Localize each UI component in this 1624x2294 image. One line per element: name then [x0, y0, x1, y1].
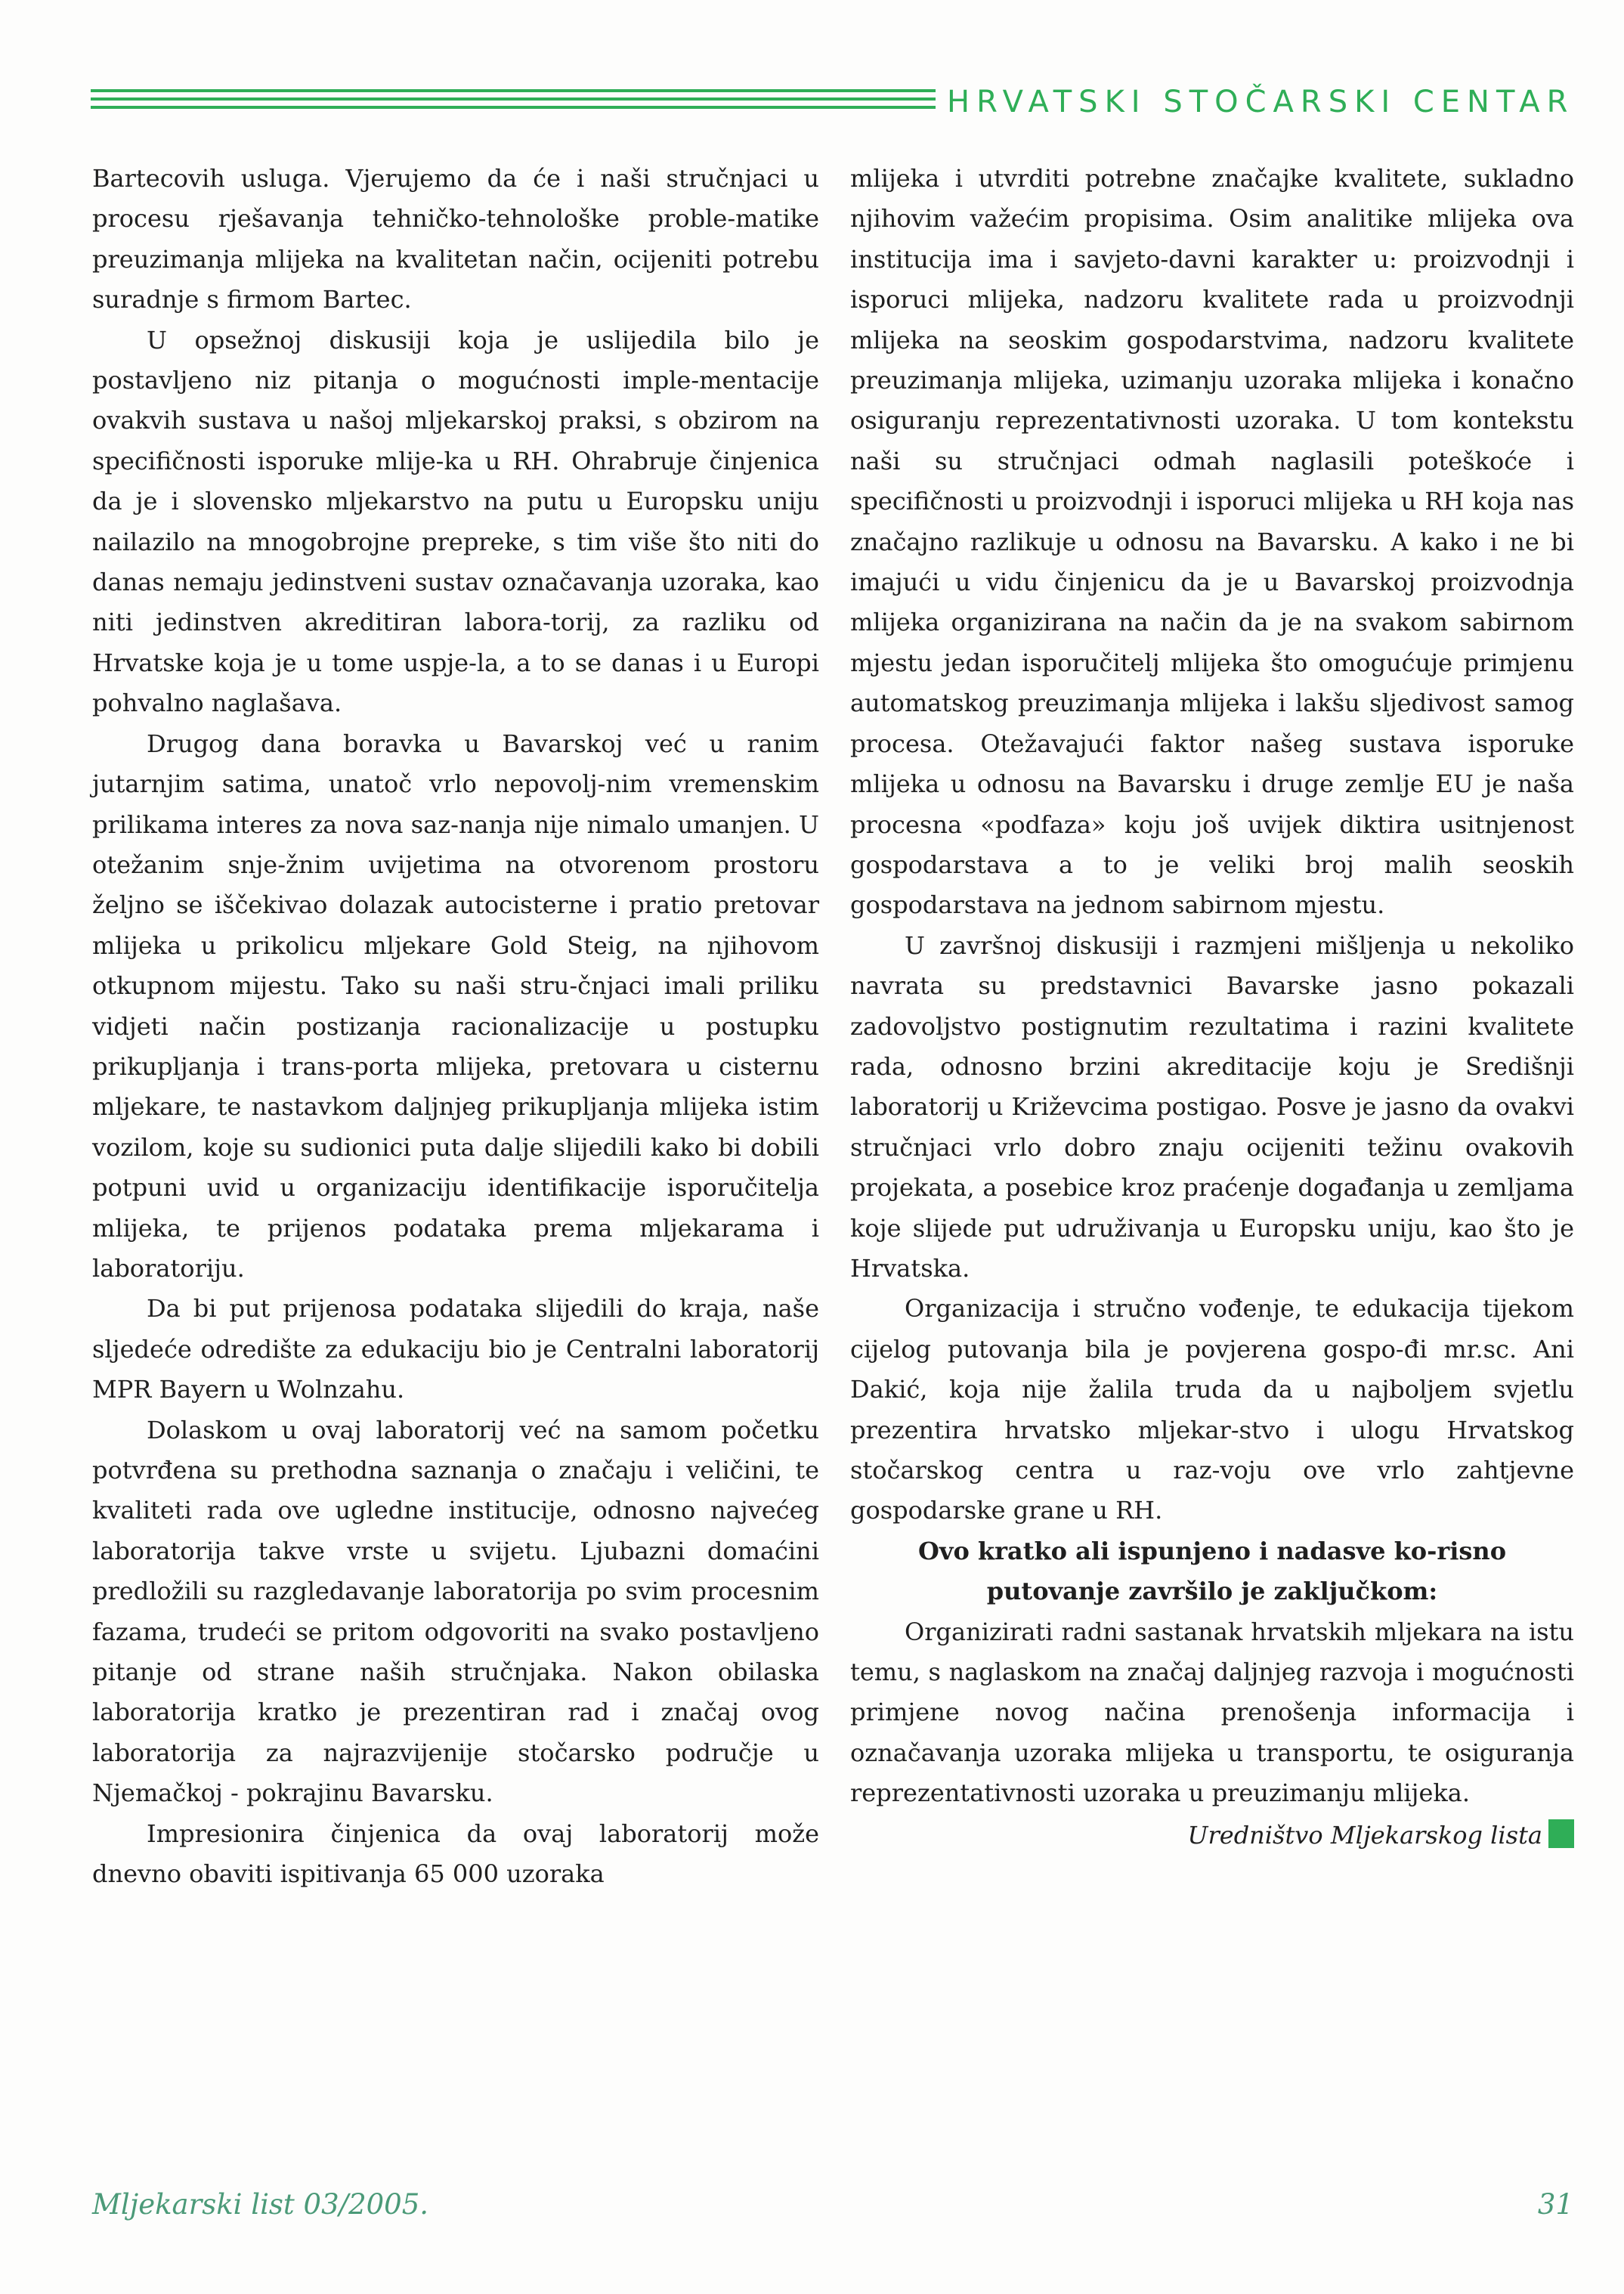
- paragraph: U završnoj diskusiji i razmjeni mišljenja u nekoliko navrata su predstavnici Bavarske jasno pokazali zadovoljstvo postignutim rezultatima i razini kvalitete rada, odnosno brzini akreditacije koju je Središnji laboratorij u Križevcima postigao. Posve je jasno da ovakvi stručnjaci vrlo dobro znaju ocijeniti težinu ovakovih projekata, a posebice kroz praćenje događanja u zemljama koje slijede put udruživanja u Europsku uniju, kao što je Hrvatska.: [850, 930, 1574, 1283]
- paragraph: Impresionira činjenica da ovaj laboratorij može dnevno obaviti ispitivanja 65 000 uzoraka: [92, 1819, 819, 1889]
- paragraph: mlijeka i utvrditi potrebne značajke kvalitete, sukladno njihovim važećim propisima. Osim analitike mlijeka ova institucija ima i savjeto-davni karakter u: proizvodnji i isporuci mlijeka, nadzoru kvalitete rada u proizvodnji mlijeka na seoskim gospodarstvima, nadzoru kvalitete preuzimanja mlijeka, uzimanju uzoraka mlijeka i konačno osiguranju reprezentativnosti uzoraka. U tom kontekstu naši su stručnjaci odmah naglasili poteškoće i specifičnosti u proizvodnji i isporuci mlijeka u RH koja nas značajno razlikuje u odnosu na Bavarsku. A kako i ne bi imajući u vidu činjenicu da je u Bavarskoj proizvodnja mlijeka organizirana na način da je na svakom sabirnom mjestu jedan isporučitelj mlijeka što omogućuje primjenu automatskog preuzimanja mlijeka i lakšu sljedivost samog procesa. Otežavajući faktor našeg sustava isporuke mlijeka u odnosu na Bavarsku i druge zemlje EU je naša procesna «podfaza» koju još uvijek diktira usitnjenost gospodarstava a to je veliki broj malih seoskih gospodarstava na jednom sabirnom mjestu.: [850, 164, 1574, 920]
- paragraph: Drugog dana boravka u Bavarskoj već u ranim jutarnjim satima, unatoč vrlo nepovolj-nim vremenskim prilikama interes za nova saz-nanja nije nimalo umanjen. U otežanim snje-žnim uvijetima na otvorenom prostoru željno se iščekivao dolazak autocisterne i pratio pretovar mlijeka u prikolicu mljekare Gold Steig, na njihovom otkupnom mijestu. Tako su naši stru-čnjaci imali priliku vidjeti način postizanja racionalizacije u postupku prikupljanja i trans-porta mlijeka, pretovara u cisternu mljekare, te nastavkom daljnjeg prikupljanja mlijeka istim vozilom, koje su sudionici puta dalje slijedili kako bi dobili potpuni uvid u organizaciju identifikacije isporučitelja mlijeka, te prijenos podataka prema mljekarama i laboratoriju.: [92, 729, 819, 1283]
- publication-info: Mljekarski list 03/2005.: [92, 2188, 429, 2221]
- paragraph: Organizacija i stručno vođenje, te edukacija tijekom cijelog putovanja bila je povjerena gospo-đi mr.sc. Ani Dakić, koja nije žalila truda da u najboljem svjetlu prezentira hrvatsko mljekar-stvo i ulogu Hrvatskog stočarskog centra u raz-voju ove vrlo zahtjevne gospodarske grane u RH.: [850, 1294, 1574, 1525]
- page-number: 31: [1537, 2188, 1573, 2221]
- end-mark-icon: [1548, 1819, 1574, 1848]
- left-column: [92, 159, 819, 1894]
- signature-text: Uredništvo Mljekarskog lista: [1187, 1820, 1542, 1850]
- header-rule: [91, 89, 936, 112]
- paragraph: U opsežnoj diskusiji koja je uslijedila bilo je postavljeno niz pitanja o mogućnosti imple-mentacije ovakvih sustava u našoj mljekarskoj praksi, s obzirom na specifičnosti isporuke mlije-ka u RH. Ohrabruje činjenica da je i slovensko mljekarstvo na putu u Europsku uniju nailazilo na mnogobrojne prepreke, s tim više što niti do danas nemaju jedinstveni sustav označavanja uzoraka, kao niti jedinstven akreditiran labora-torij, za razliku od Hrvatske koja je u tome uspje-la, a to se danas i u Europi pohvalno naglašava.: [92, 325, 819, 718]
- section-title: HRVATSKI STOČARSKI CENTAR: [947, 85, 1575, 119]
- conclusion-heading: Ovo kratko ali ispunjeno i nadasve ko-risno putovanje završilo je zaključkom:: [917, 1536, 1507, 1606]
- signature: [850, 1816, 1574, 1856]
- paragraph: Bartecovih usluga. Vjerujemo da će i naši stručnjaci u procesu rješavanja tehničko-tehnološke proble-matike preuzimanja mlijeka na kvalitetan način, ocijeniti potrebu suradnje s firmom Bartec.: [92, 164, 819, 314]
- paragraph: Da bi put prijenosa podataka slijedili do kraja, naše sljedeće odredište za edukaciju bio je Centralni laboratorij MPR Bayern u Wolnzahu.: [92, 1294, 819, 1404]
- conclusion-text: Organizirati radni sastanak hrvatskih mljekara na istu temu, s naglaskom na značaj daljnjeg razvoja i mogućnosti primjene novog načina prenošenja informacija i označavanja uzoraka mlijeka u transportu, te osiguranja reprezentativnosti uzoraka u preuzimanju mlijeka.: [850, 1617, 1574, 1808]
- paragraph: Dolaskom u ovaj laboratorij već na samom početku potvrđena su prethodna saznanja o značaju i veličini, te kvaliteti rada ove ugledne institucije, odnosno najvećeg laboratorija takve vrste u svijetu. Ljubazni domaćini predložili su razgledavanje laboratorija po svim procesnim fazama, trudeći se pritom odgovoriti na svako postavljeno pitanje od strane naših stručnjaka. Nakon obilaska laboratorija kratko je prezentiran rad i značaj ovog laboratorija za najrazvijenije stočarsko područje u Njemačkoj - pokrajinu Bavarsku.: [92, 1415, 819, 1808]
- right-column: [850, 159, 1574, 1856]
